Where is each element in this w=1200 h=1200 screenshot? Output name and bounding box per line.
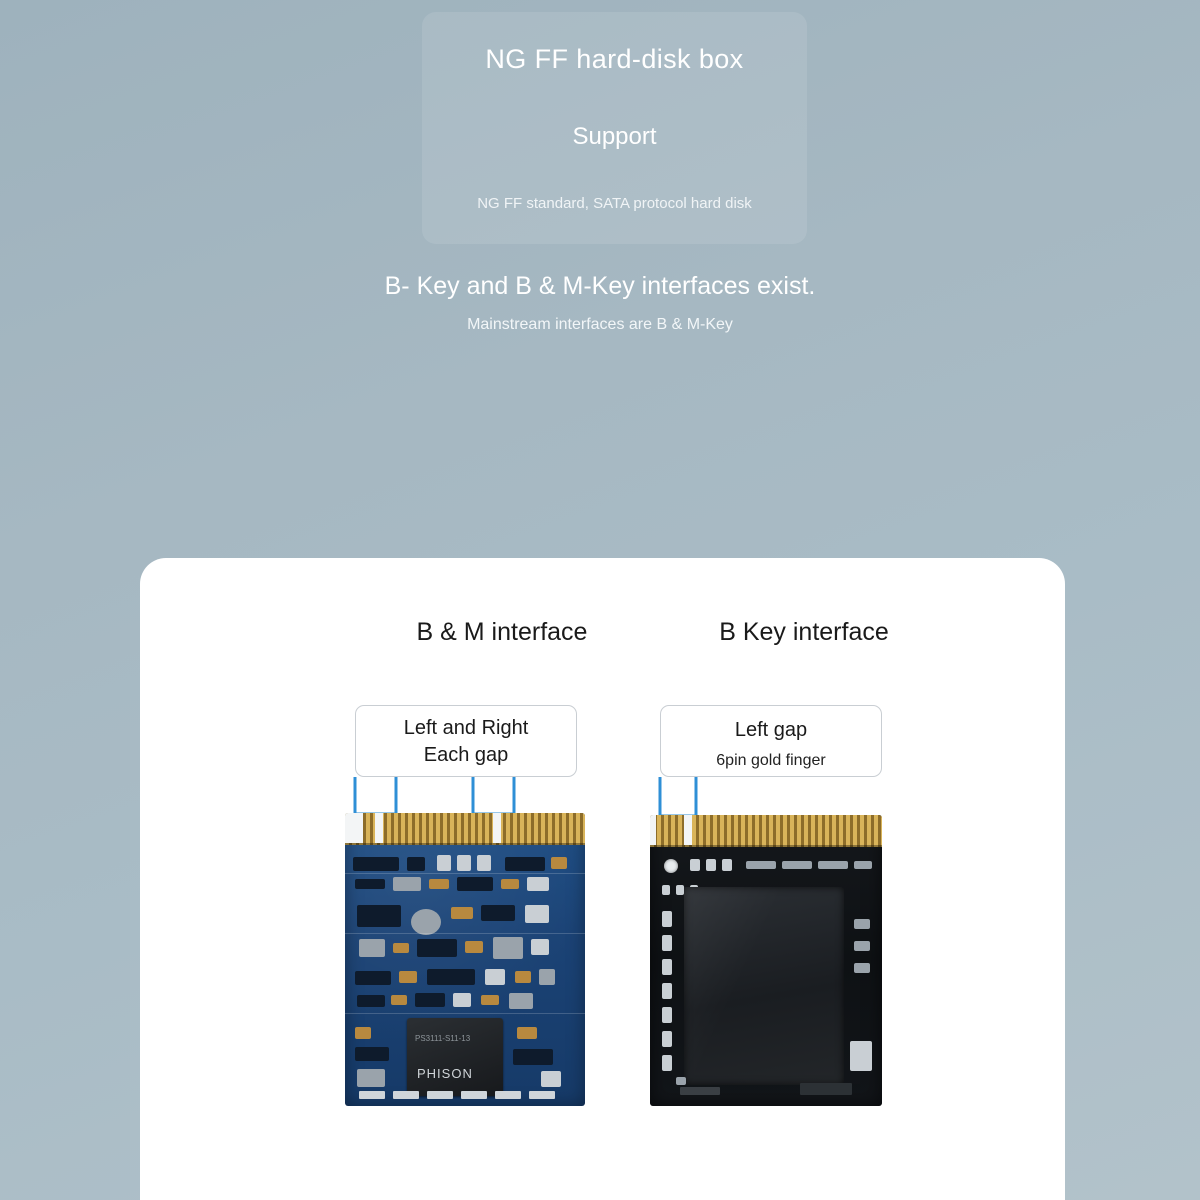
callout-bm bbox=[355, 705, 577, 777]
notch-left-edge-bkey bbox=[650, 815, 656, 845]
headline-main: B- Key and B & M-Key interfaces exist. bbox=[384, 272, 816, 300]
callout-connector-lines bbox=[140, 558, 1065, 1200]
callout-bm-line2: Each gap bbox=[423, 744, 509, 766]
header-card bbox=[422, 12, 807, 244]
support-subtitle: NG FF standard, SATA protocol hard disk bbox=[477, 195, 752, 212]
nand-package bbox=[684, 887, 844, 1085]
notch-b-key-bkey bbox=[684, 815, 692, 845]
notch-left-bm bbox=[345, 813, 363, 843]
chip-brand: PHISON bbox=[417, 1066, 473, 1081]
column-bkey bbox=[640, 618, 940, 647]
notch-b-key-bm bbox=[375, 813, 383, 843]
support-label: Support bbox=[572, 123, 657, 150]
bm-interface-title: B & M interface bbox=[416, 618, 588, 646]
callout-bkey bbox=[660, 705, 882, 777]
ssd-board-bm bbox=[345, 813, 585, 1106]
comparison-panel bbox=[140, 558, 1065, 1200]
controller-chip-bm bbox=[407, 1018, 503, 1096]
notch-m-key-bm bbox=[493, 813, 501, 843]
callout-bm-line1: Left and Right bbox=[403, 717, 529, 739]
column-bm bbox=[340, 618, 640, 647]
headline-sub: Mainstream interfaces are B & M-Key bbox=[467, 316, 733, 333]
ssd-board-bkey bbox=[650, 815, 882, 1106]
callout-bkey-line2: 6pin gold finger bbox=[716, 752, 826, 769]
bkey-interface-title: B Key interface bbox=[719, 618, 889, 646]
callout-bkey-line1: Left gap bbox=[734, 719, 808, 741]
page-title: NG FF hard-disk box bbox=[485, 44, 744, 74]
chip-code: PS3111-S11-13 bbox=[415, 1034, 471, 1043]
mount-hole bbox=[664, 859, 678, 873]
